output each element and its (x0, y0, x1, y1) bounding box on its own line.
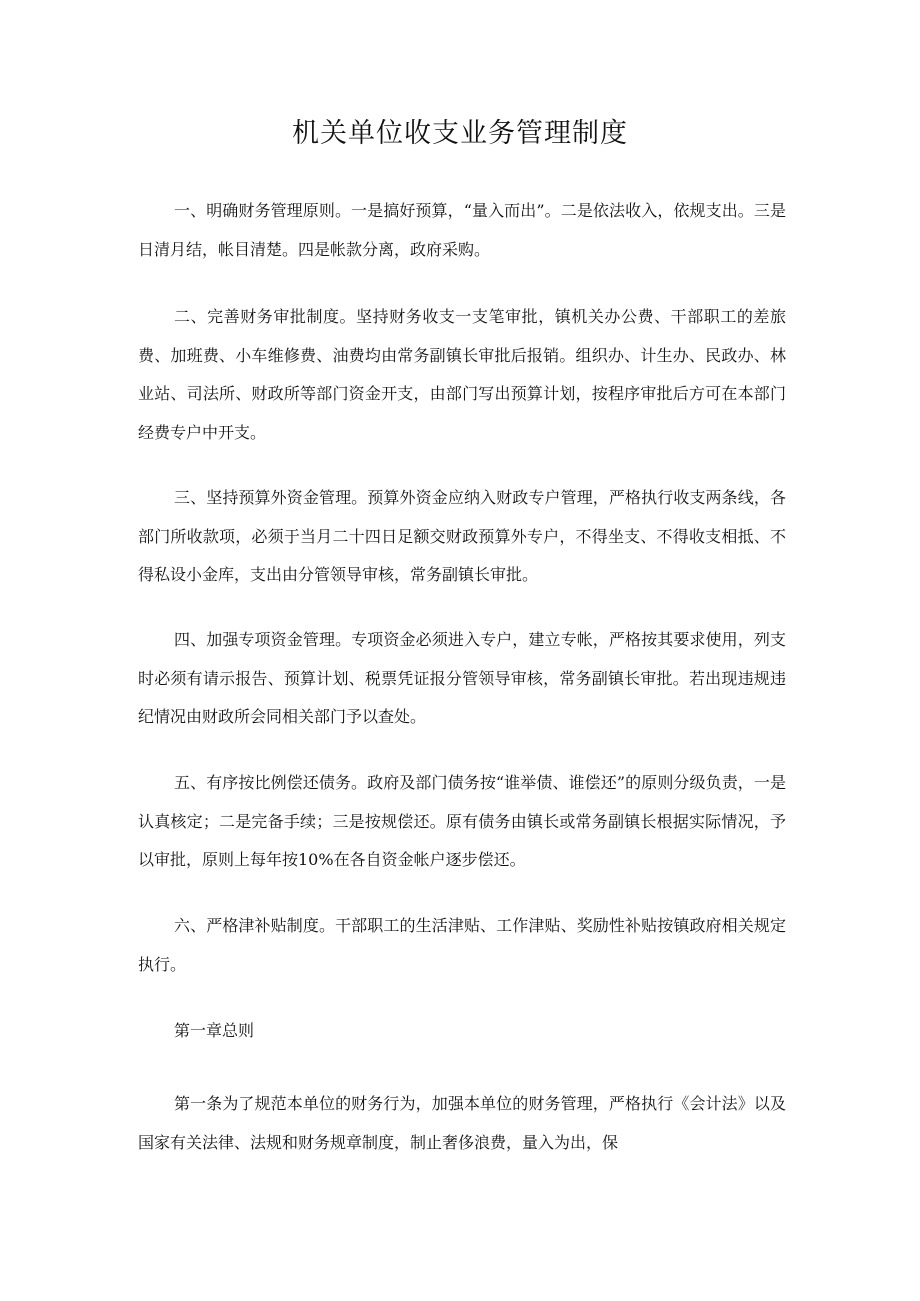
paragraph-finance-principles: 一、明确财务管理原则。一是搞好预算，“量入而出”。二是依法收入，依规支出。三是日清月结，帐目清楚。四是帐款分离，政府采购。 (138, 201, 786, 259)
paragraph-approval-system: 二、完善财务审批制度。坚持财务收支一支笔审批，镇机关办公费、干部职工的差旅费、加班费、小车维修费、油费均由常务副镇长审批后报销。组织办、计生办、民政办、林业站、司法所、财政所等部门资金开支，由部门写出预算计划，按程序审批后方可在本部门经费专户中开支。 (138, 307, 786, 442)
chapter-heading: 第一章总则 (174, 1021, 255, 1040)
paragraph-extra-budget-funds: 三、坚持预算外资金管理。预算外资金应纳入财政专户管理，严格执行收支两条线，各部门所收款项，必须于当月二十四日足额交财政预算外专户，不得坐支、不得收支相抵、不得私设小金库，支出由分管领导审核，常务副镇长审批。 (138, 488, 786, 584)
paragraph-debt-repayment: 五、有序按比例偿还债务。政府及部门债务按“谁举债、谁偿还”的原则分级负责，一是认真核定；二是完备手续；三是按规偿还。原有债务由镇长或常务副镇长根据实际情况，予以审批，原则上每年按10%在各自资金帐户逐步偿还。 (138, 773, 786, 869)
paragraph-allowance-system: 六、严格津补贴制度。干部职工的生活津贴、工作津贴、奖励性补贴按镇政府相关规定执行。 (138, 916, 786, 974)
paragraph-special-funds: 四、加强专项资金管理。专项资金必须进入专户，建立专帐，严格按其要求使用，列支时必须有请示报告、预算计划、税票凭证报分管领导审核，常务副镇长审批。若出现违规违纪情况由财政所会同相关部门予以查处。 (138, 630, 786, 726)
paragraph-article-one: 第一条为了规范本单位的财务行为，加强本单位的财务管理，严格执行《会计法》以及国家有关法律、法规和财务规章制度，制止奢侈浪费，量入为出，保 (138, 1094, 786, 1152)
document-title: 机关单位收支业务管理制度 (292, 118, 628, 149)
